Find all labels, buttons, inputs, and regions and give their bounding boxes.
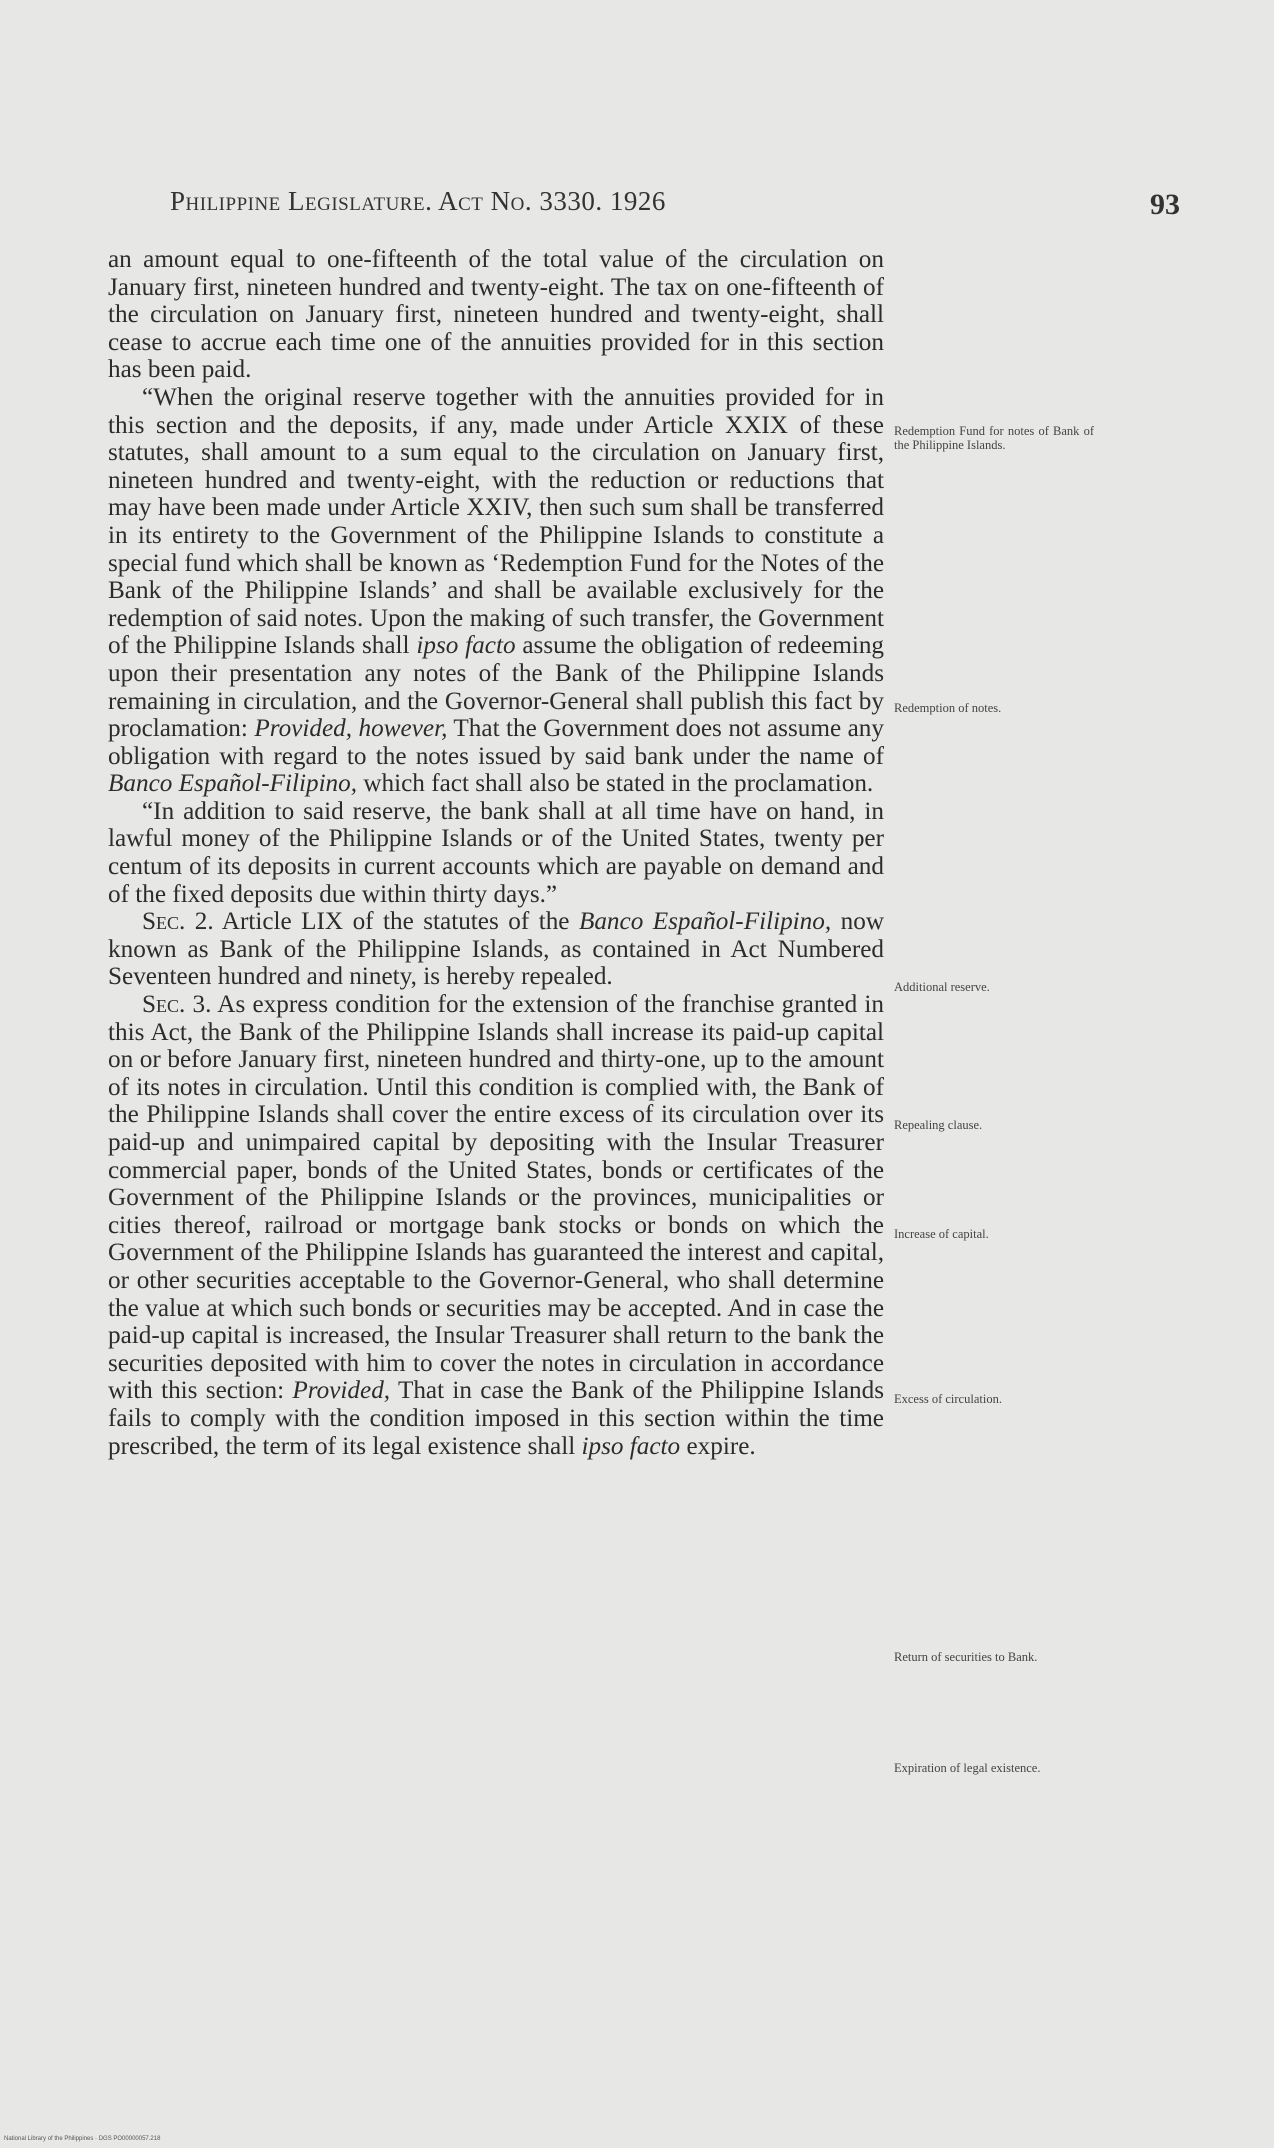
margin-note-repealing-clause: Repealing clause. (894, 1118, 983, 1132)
margin-note-return-securities: Return of securities to Bank. (894, 1650, 1038, 1664)
running-head (170, 186, 890, 217)
running-head-text: Philippine Legislature. Act No. 3330. 1926 (170, 186, 666, 216)
paragraph-1: an amount equal to one-fifteenth of the total value of the circulation on January first, nineteen hundred and twenty-eight. The tax on one-fifteenth of the circulation on January first, nineteen hundred and twenty-eight, shall cease to accrue each time one of the annuities provided for in this section has been paid. (108, 246, 884, 384)
paragraph-sec-2: Sec. 2. Article LIX of the statutes of the Banco Español-Filipino, now known as Bank of the Philippine Islands, as contained in Act Numbered Seventeen hundred and ninety, is hereby repealed. (108, 908, 885, 991)
body-text (108, 246, 884, 1460)
margin-note-redemption-fund: Redemption Fund for notes of Bank of the Philippine Islands. (894, 424, 1094, 452)
margin-note-increase-capital: Increase of capital. (894, 1227, 989, 1241)
page-number: 93 (1150, 188, 1180, 221)
paragraph-2: “When the original reserve together with the annuities provided for in this section and the deposits, if any, made under Article XXIX of these statutes, shall amount to a sum equal to the circulation on January first, nineteen hundred and twenty-eight, with the reduction or reductions that may have been made under Article XXIV, then such sum shall be transferred in its entirety to the Government of the Philippine Islands to constitute a special fund which shall be known as ‘Redemption Fund for the Notes of the Bank of the Philippine Islands’ and shall be available exclusively for the redemption of said notes. Upon the making of such transfer, the Government of the Philippine Islands shall ipso facto assume the obligation of redeeming upon their presentation any notes of the Bank of the Philippine Islands remaining in circulation, and the Governor-General shall publish this fact by proclamation: Provided, however, That the Government does not assume any obligation with regard to the notes issued by said bank under the name of Banco Español-Filipino, which fact shall also be stated in the proclamation. (108, 383, 885, 798)
scan-credit: National Library of the Philippines · DGS PO00000057.218 (4, 2136, 161, 2142)
margin-note-additional-reserve: Additional reserve. (894, 980, 990, 994)
paragraph-3: “In addition to said reserve, the bank shall at all time have on hand, in lawful money of the Philippine Islands or of the United States, twenty per centum of its deposits in current accounts which are payable on demand and of the fixed deposits due within thirty days.” (108, 797, 884, 908)
margin-note-expiration: Expiration of legal existence. (894, 1761, 1041, 1775)
paragraph-sec-3: Sec. 3. As express condition for the extension of the franchise granted in this Act, the Bank of the Philippine Islands shall increase its paid-up capital on or before January first, nineteen hundred and thirty-one, up to the amount of its notes in circulation. Until this condition is complied with, the Bank of the Philippine Islands shall cover the entire excess of its circulation over its paid-up and unimpaired capital by depositing with the Insular Treasurer commercial paper, bonds of the United States, bonds or certificates of the Government of the Philippine Islands or the provinces, municipalities or cities thereof, railroad or mortgage bank stocks or bonds on which the Government of the Philippine Islands has guaranteed the interest and capital, or other securities acceptable to the Governor-General, who shall determine the value at which such bonds or securities may be accepted. And in case the paid-up capital is increased, the Insular Treasurer shall return to the bank the securities deposited with him to cover the notes in circulation in accordance with this section: Provided, That in case the Bank of the Philippine Islands fails to comply with the condition imposed in this section within the time prescribed, the term of its legal existence shall ipso facto expire. (108, 991, 884, 1460)
margin-note-redemption-notes: Redemption of notes. (894, 701, 1002, 715)
margin-note-excess-circulation: Excess of circulation. (894, 1392, 1002, 1406)
